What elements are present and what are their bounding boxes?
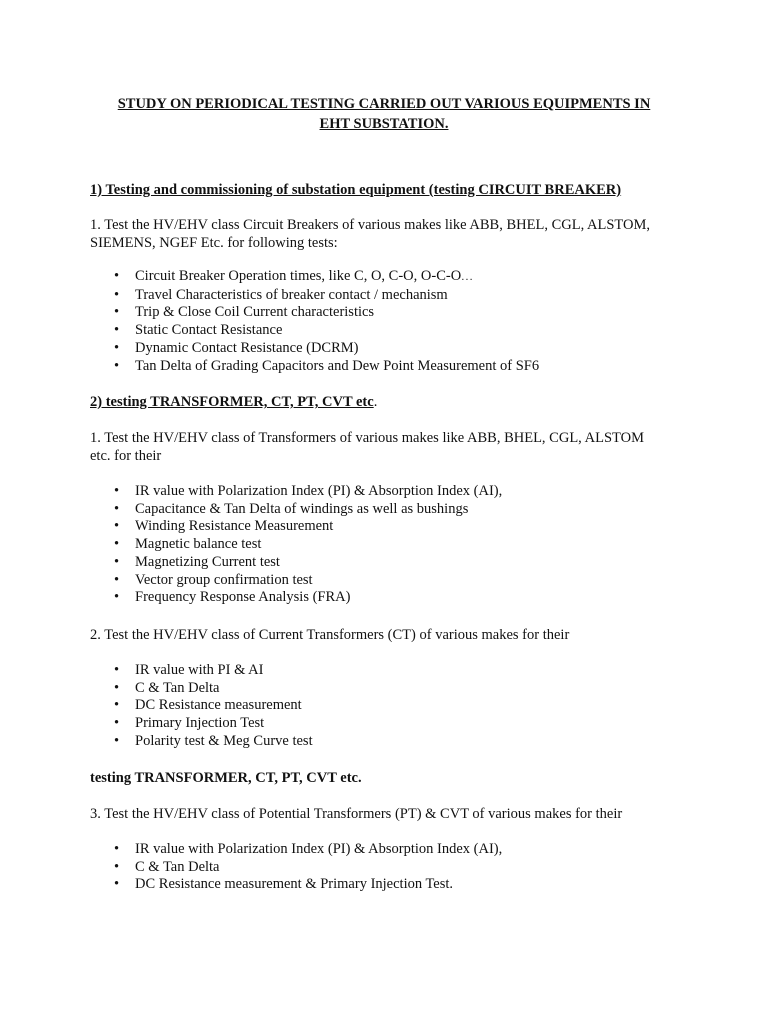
section-2-heading-text: 2) testing TRANSFORMER, CT, PT, CVT etc <box>90 394 374 410</box>
bullet-icon: • <box>114 268 120 284</box>
bullet-icon: • <box>114 876 120 893</box>
list-item-text: Static Contact Resistance <box>135 322 283 339</box>
list-item <box>90 876 502 894</box>
list-item <box>90 733 313 751</box>
list-item-text: Tan Delta of Grading Capacitors and Dew Point Measurement of SF6 <box>135 357 540 374</box>
list-item-text: Capacitance & Tan Delta of windings as well as bushings <box>135 500 469 517</box>
list-item-text: IR value with PI & AI <box>135 662 264 678</box>
list-item <box>90 697 313 715</box>
list-item <box>90 662 313 680</box>
bullet-icon: • <box>114 339 120 356</box>
list-item-text: Magnetizing Current test <box>135 553 280 570</box>
bullet-icon: • <box>114 662 120 678</box>
list-item <box>90 572 502 590</box>
bullet-icon: • <box>114 500 120 517</box>
list-item-text: Vector group confirmation test <box>135 571 313 588</box>
bullet-icon: • <box>114 841 120 857</box>
ellipsis-text: ... <box>461 272 474 283</box>
list-item <box>90 589 502 607</box>
list-item-text: IR value with Polarization Index (PI) & Absorption Index (AI), <box>135 841 503 857</box>
list-item <box>90 501 502 519</box>
list-item-text: C & Tan Delta <box>135 679 220 696</box>
bullet-icon: • <box>114 715 120 732</box>
list-item-text: Trip & Close Coil Current characteristics <box>135 304 375 321</box>
section-2-bullet-list-1 <box>90 483 502 607</box>
list-item <box>90 340 539 358</box>
section-3-heading: testing TRANSFORMER, CT, PT, CVT etc. <box>90 770 362 786</box>
list-item-text: IR value with Polarization Index (PI) & Absorption Index (AI), <box>135 483 503 499</box>
bullet-icon: • <box>114 553 120 570</box>
list-item-text: Frequency Response Analysis (FRA) <box>135 589 351 606</box>
bullet-icon: • <box>114 536 120 553</box>
list-item-text: Travel Characteristics of breaker contact / mechanism <box>135 286 448 303</box>
list-item <box>90 483 502 501</box>
section-2-heading <box>90 393 377 411</box>
list-item <box>90 680 313 698</box>
bullet-icon: • <box>114 357 120 374</box>
section-1-bullet-list <box>90 268 539 375</box>
section-1-paragraph-line-2: SIEMENS, NGEF Etc. for following tests: <box>90 235 338 251</box>
list-item <box>90 268 539 287</box>
section-2-heading-period: . <box>373 394 378 410</box>
list-item <box>90 536 502 554</box>
document-title-line-2: EHT SUBSTATION. <box>319 116 449 132</box>
section-1-paragraph-line-1: 1. Test the HV/EHV class Circuit Breakers of various makes like ABB, BHEL, CGL, ALSTOM, <box>90 217 650 233</box>
list-item <box>90 358 539 376</box>
list-item-text: DC Resistance measurement <box>135 697 302 714</box>
section-1-heading: 1) Testing and commissioning of substation equipment (testing CIRCUIT BREAKER) <box>90 182 622 198</box>
list-item-text: Circuit Breaker Operation times, like C, O, C-O, O-C-O <box>135 268 462 284</box>
list-item-text: Magnetic balance test <box>135 536 262 553</box>
list-item <box>90 518 502 536</box>
list-item <box>90 287 539 305</box>
section-2-paragraph-1-line-2: etc. for their <box>90 448 162 464</box>
list-item <box>90 859 502 877</box>
list-item-text: Polarity test & Meg Curve test <box>135 732 313 749</box>
section-3-paragraph: 3. Test the HV/EHV class of Potential Transformers (PT) & CVT of various makes for their <box>90 806 623 822</box>
bullet-icon: • <box>114 286 120 303</box>
list-item-text: Winding Resistance Measurement <box>135 518 334 535</box>
list-item <box>90 715 313 733</box>
bullet-icon: • <box>114 483 120 499</box>
list-item <box>90 304 539 322</box>
list-item-text: Dynamic Contact Resistance (DCRM) <box>135 339 359 356</box>
list-item <box>90 322 539 340</box>
bullet-icon: • <box>114 697 120 714</box>
list-item <box>90 554 502 572</box>
bullet-icon: • <box>114 304 120 321</box>
section-3-bullet-list <box>90 841 502 894</box>
list-item-text: C & Tan Delta <box>135 858 220 875</box>
bullet-icon: • <box>114 571 120 588</box>
section-2-paragraph-1-line-1: 1. Test the HV/EHV class of Transformers of various makes like ABB, BHEL, CGL, ALSTOM <box>90 430 644 446</box>
list-item-text: Primary Injection Test <box>135 715 265 732</box>
section-2-paragraph-2: 2. Test the HV/EHV class of Current Transformers (CT) of various makes for their <box>90 627 570 643</box>
bullet-icon: • <box>114 589 120 606</box>
document-title-line-1: STUDY ON PERIODICAL TESTING CARRIED OUT VARIOUS EQUIPMENTS IN <box>117 96 651 112</box>
list-item <box>90 841 502 859</box>
bullet-icon: • <box>114 679 120 696</box>
list-item-text: DC Resistance measurement & Primary Injection Test. <box>135 876 454 893</box>
section-2-bullet-list-2 <box>90 662 313 751</box>
bullet-icon: • <box>114 518 120 535</box>
bullet-icon: • <box>114 732 120 749</box>
bullet-icon: • <box>114 858 120 875</box>
bullet-icon: • <box>114 322 120 339</box>
